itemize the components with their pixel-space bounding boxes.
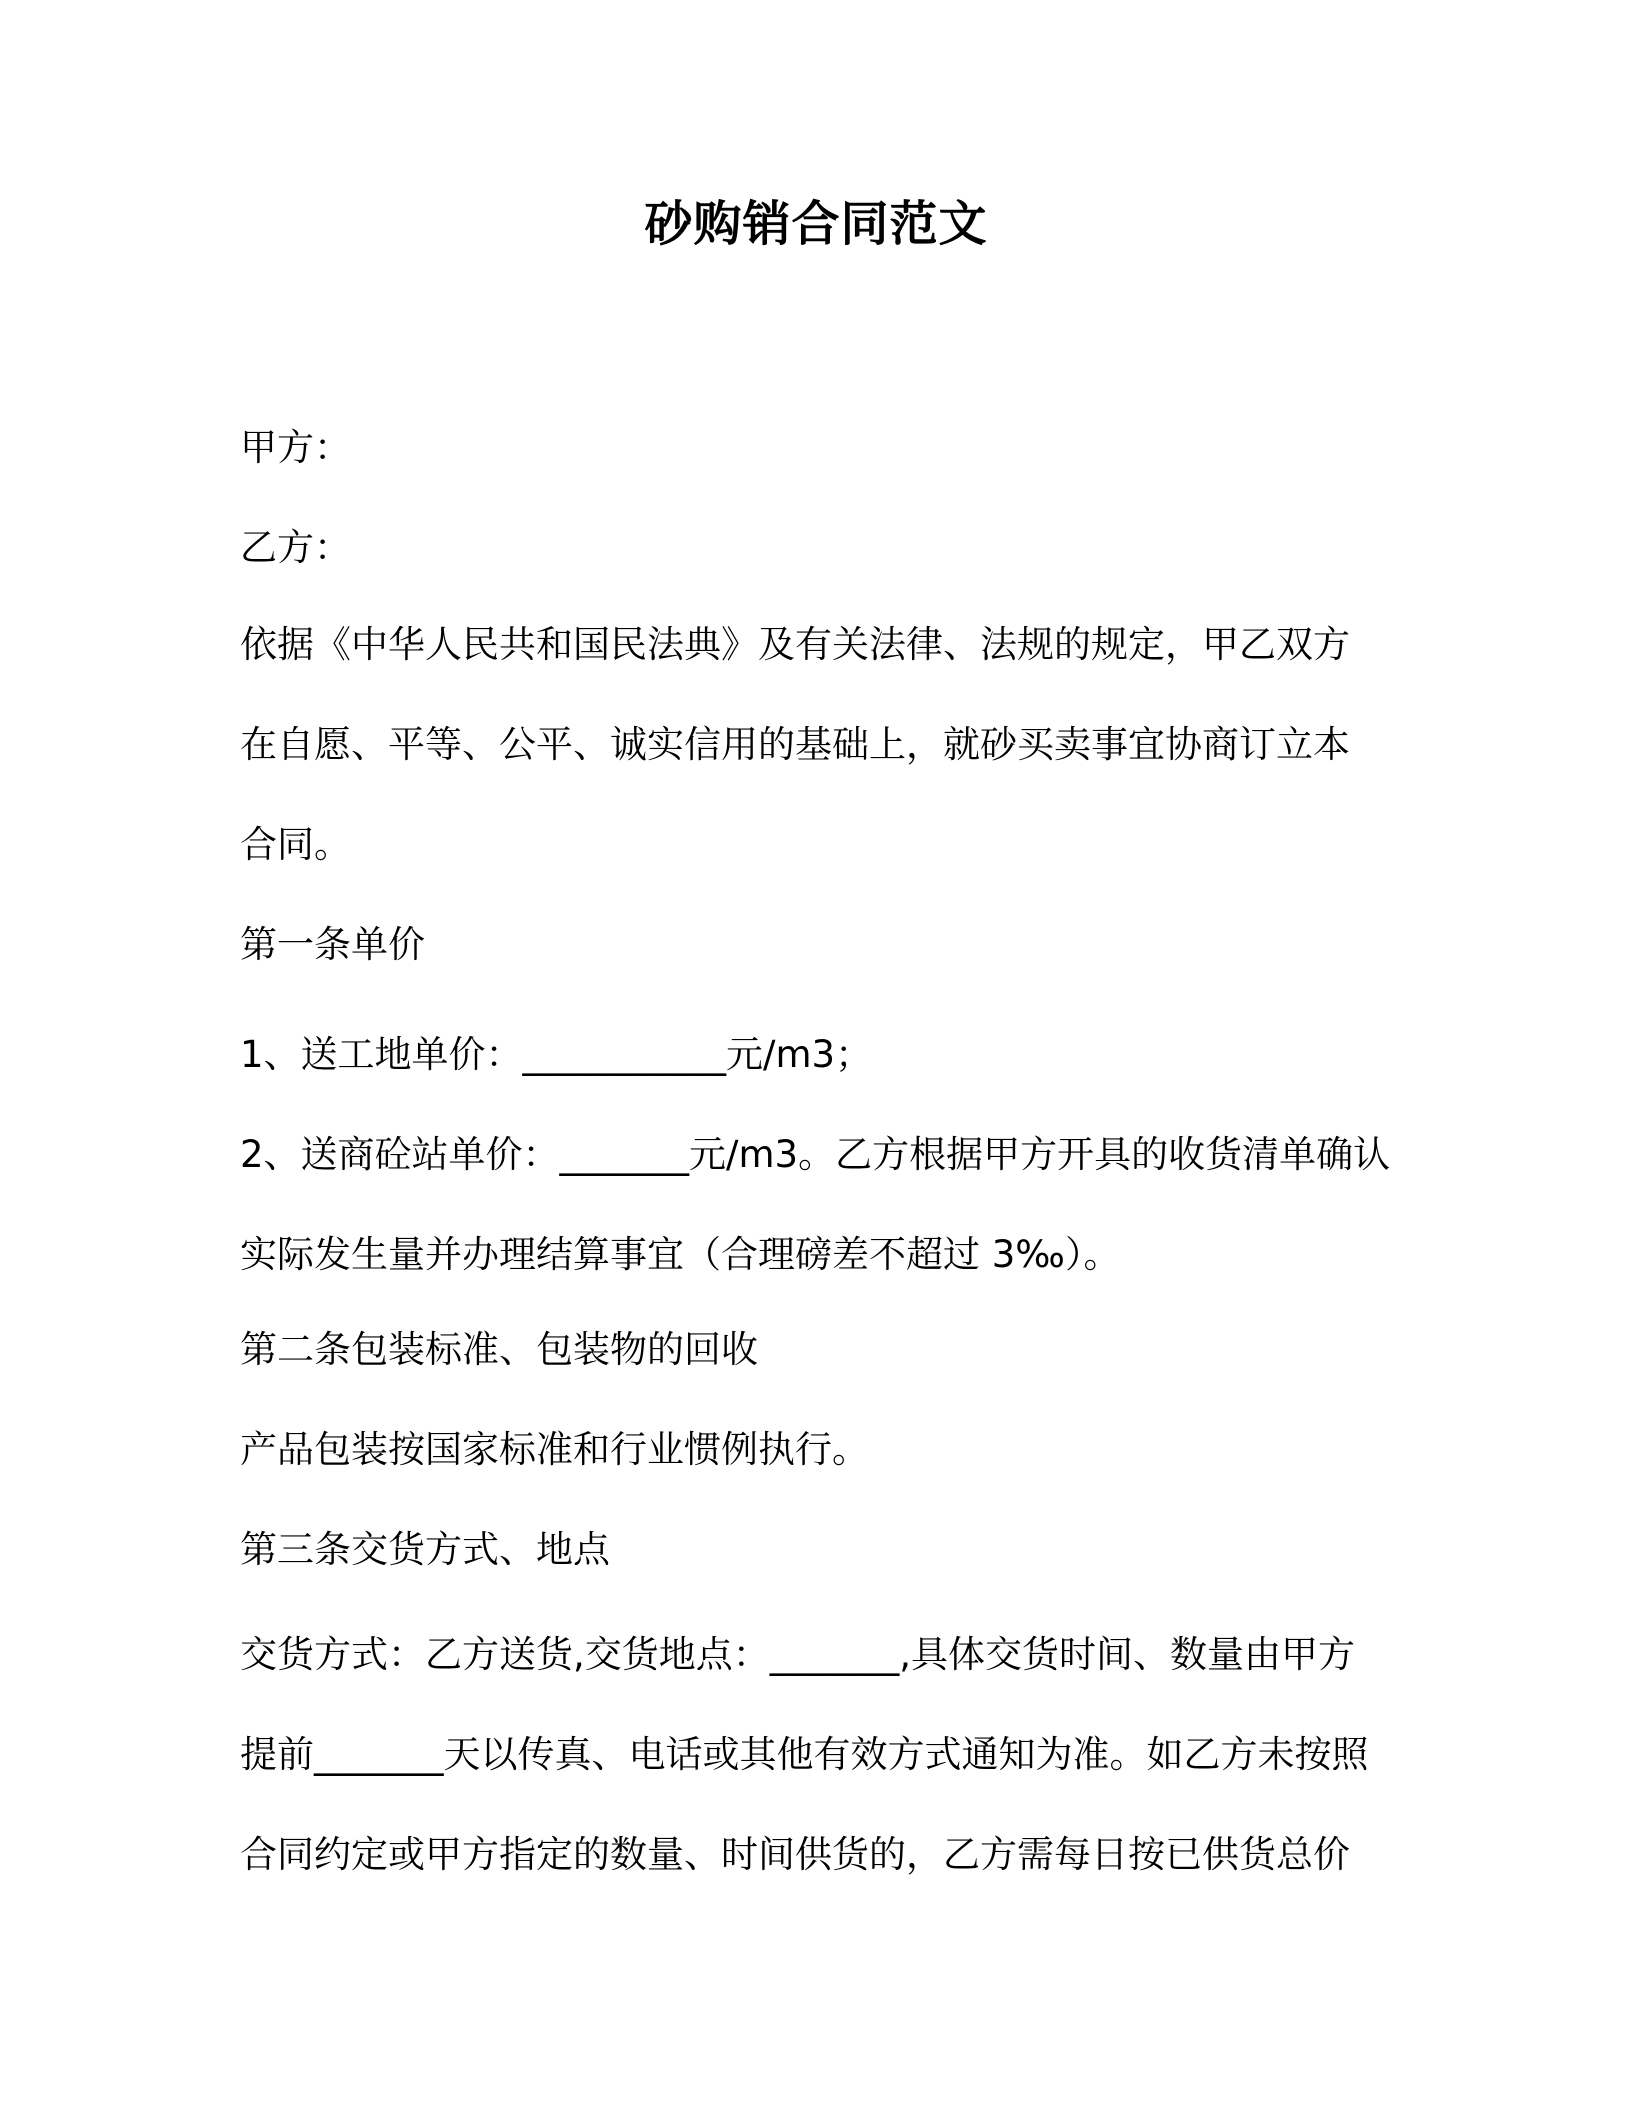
preamble-line: 合同。 — [240, 823, 351, 866]
article-1-item-2-line: 2、送商砼站单价：_______元/m3。乙方根据甲方开具的收货清单确认 — [240, 1133, 1391, 1176]
preamble-line: 在自愿、平等、公平、诚实信用的基础上，就砂买卖事宜协商订立本 — [240, 723, 1350, 766]
article-1-item-1: 1、送工地单价：___________元/m3； — [240, 1033, 873, 1076]
article-3-text-line: 提前_______天以传真、电话或其他有效方式通知为准。如乙方未按照 — [240, 1733, 1369, 1776]
article-3-text-line: 合同约定或甲方指定的数量、时间供货的，乙方需每日按已供货总价 — [240, 1833, 1350, 1876]
article-2-text: 产品包装按国家标准和行业惯例执行。 — [240, 1428, 869, 1471]
article-2-heading: 第二条包装标准、包装物的回收 — [240, 1328, 758, 1371]
preamble-line: 依据《中华人民共和国民法典》及有关法律、法规的规定，甲乙双方 — [240, 623, 1350, 666]
party-a-label: 甲方： — [240, 426, 351, 469]
party-b-label: 乙方： — [240, 526, 351, 569]
article-1-item-2-line: 实际发生量并办理结算事宜（合理磅差不超过 3‰）。 — [240, 1233, 1121, 1276]
article-3-text-line: 交货方式：乙方送货,交货地点：_______,具体交货时间、数量由甲方 — [240, 1633, 1356, 1676]
article-1-heading: 第一条单价 — [240, 923, 425, 966]
document-title: 砂购销合同范文 — [644, 196, 988, 252]
article-3-heading: 第三条交货方式、地点 — [240, 1528, 610, 1571]
